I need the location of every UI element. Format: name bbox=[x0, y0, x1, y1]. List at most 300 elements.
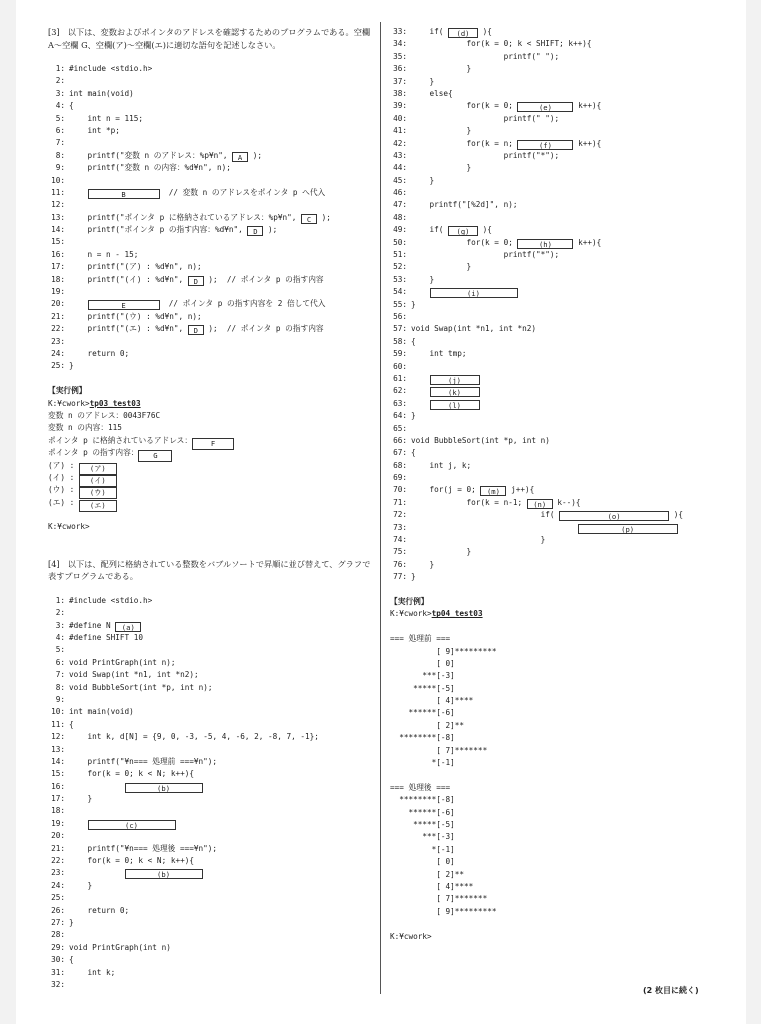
code-line bbox=[48, 595, 378, 607]
code-text: printf("(エ) : %d¥n", bbox=[69, 324, 188, 334]
right-column bbox=[390, 26, 730, 943]
code-line bbox=[48, 892, 378, 904]
code-line bbox=[48, 224, 378, 236]
output-text: (ア) : bbox=[48, 460, 79, 470]
code-line bbox=[48, 323, 378, 335]
line-number: 39: bbox=[393, 101, 407, 111]
line-number: 40: bbox=[393, 113, 407, 123]
code-line bbox=[48, 175, 378, 187]
code-text: ){ bbox=[478, 27, 492, 36]
line-number: 65: bbox=[393, 423, 407, 433]
line-number: 49: bbox=[393, 225, 407, 235]
line-number: 42: bbox=[393, 138, 407, 148]
line-number: 1: bbox=[55, 64, 65, 73]
code-text: if( bbox=[411, 225, 449, 235]
before-header: === 処理前 === bbox=[390, 634, 451, 644]
code-text: for(k = 0; bbox=[411, 237, 518, 247]
code-line bbox=[390, 311, 730, 323]
line-number: 37: bbox=[393, 76, 407, 86]
answer-blank[interactable]: (ウ) bbox=[79, 487, 117, 499]
code-line bbox=[48, 942, 378, 954]
code-text bbox=[411, 399, 430, 408]
line-number: 13: bbox=[51, 744, 65, 754]
graph-row: ******[-6] bbox=[390, 708, 455, 718]
graph-row: [ 9]********* bbox=[390, 646, 497, 656]
answer-blank[interactable]: C bbox=[301, 214, 317, 224]
line-number: 3: bbox=[55, 88, 65, 98]
code-line bbox=[390, 76, 730, 88]
question-3-code bbox=[48, 63, 378, 373]
code-text: void PrintGraph(int n); bbox=[69, 657, 176, 667]
answer-blank[interactable]: E bbox=[88, 300, 160, 310]
code-text: ); bbox=[316, 212, 331, 222]
run-command-line bbox=[48, 398, 378, 410]
code-line bbox=[390, 571, 730, 583]
code-line bbox=[390, 522, 730, 534]
line-number: 74: bbox=[393, 535, 407, 545]
left-column bbox=[48, 26, 378, 991]
line-number: 21: bbox=[51, 843, 65, 853]
code-line bbox=[48, 843, 378, 855]
graph-row: [ 7]******* bbox=[390, 745, 488, 755]
code-line bbox=[390, 100, 730, 112]
code-line bbox=[390, 187, 730, 199]
code-line bbox=[48, 669, 378, 681]
code-text bbox=[69, 299, 88, 308]
code-line bbox=[390, 299, 730, 311]
code-text: } bbox=[411, 64, 472, 74]
code-line bbox=[48, 274, 378, 286]
line-number: 12: bbox=[51, 732, 65, 742]
code-text: } bbox=[411, 175, 435, 185]
code-text: ); bbox=[263, 225, 278, 235]
code-text: for(k = 0; k < SHIFT; k++){ bbox=[411, 39, 592, 49]
line-number: 56: bbox=[393, 311, 407, 321]
answer-blank[interactable]: (イ) bbox=[79, 475, 117, 487]
code-line bbox=[48, 286, 378, 298]
output-line bbox=[48, 435, 378, 447]
code-text: printf("ポインタ p に格納されているアドレス：%p¥n", bbox=[69, 212, 301, 222]
line-number: 57: bbox=[393, 324, 407, 334]
graph-row: ***[-3] bbox=[390, 832, 455, 842]
code-line bbox=[390, 26, 730, 38]
answer-blank[interactable]: (h) bbox=[517, 239, 573, 249]
answer-blank[interactable]: G bbox=[138, 450, 172, 462]
code-line bbox=[390, 38, 730, 50]
line-number: 5: bbox=[55, 113, 65, 123]
line-number: 19: bbox=[51, 818, 65, 828]
line-number: 4: bbox=[55, 101, 65, 111]
code-text: #include <stdio.h> bbox=[69, 595, 153, 605]
line-number: 43: bbox=[393, 150, 407, 160]
line-number: 2: bbox=[55, 76, 65, 86]
answer-blank[interactable]: F bbox=[192, 438, 234, 450]
code-line bbox=[48, 781, 378, 793]
code-line bbox=[48, 261, 378, 273]
code-text: // 変数 n のアドレスをポインタ p へ代入 bbox=[159, 187, 326, 197]
column-divider bbox=[380, 22, 381, 994]
line-number: 7: bbox=[55, 138, 65, 148]
line-number: 29: bbox=[51, 942, 65, 952]
code-line bbox=[48, 719, 378, 731]
code-text: void PrintGraph(int n) bbox=[69, 942, 171, 952]
code-text: { bbox=[69, 101, 74, 111]
prompt: K:¥cwork> bbox=[48, 398, 90, 408]
code-line bbox=[390, 63, 730, 75]
code-line bbox=[48, 818, 378, 830]
code-line bbox=[48, 880, 378, 892]
code-text: { bbox=[69, 719, 74, 729]
line-number: 15: bbox=[51, 769, 65, 779]
code-text: k++){ bbox=[573, 138, 602, 148]
code-line bbox=[390, 286, 730, 298]
code-text: } bbox=[411, 411, 416, 421]
line-number: 30: bbox=[51, 955, 65, 965]
code-line bbox=[48, 917, 378, 929]
code-text: } bbox=[411, 572, 416, 582]
output-text: 変数 n の内容：115 bbox=[48, 423, 122, 433]
line-number: 69: bbox=[393, 473, 407, 483]
code-line bbox=[48, 979, 378, 991]
answer-blank[interactable]: (e) bbox=[517, 102, 573, 112]
answer-blank[interactable]: (a) bbox=[115, 622, 141, 632]
code-text: int k, d[N] = {9, 0, -3, -5, 4, -6, 2, -8, 7, -1}; bbox=[69, 732, 319, 742]
question-3-output bbox=[48, 410, 378, 509]
code-text: } bbox=[411, 274, 435, 284]
line-number: 10: bbox=[51, 175, 65, 185]
prompt: K:¥cwork> bbox=[390, 609, 432, 619]
code-text: } bbox=[69, 794, 93, 804]
code-line bbox=[48, 187, 378, 199]
line-number: 76: bbox=[393, 559, 407, 569]
line-number: 21: bbox=[51, 311, 65, 321]
code-line bbox=[48, 249, 378, 261]
graph-row: *****[-5] bbox=[390, 683, 455, 693]
line-number: 51: bbox=[393, 250, 407, 260]
code-text bbox=[411, 374, 430, 383]
code-line bbox=[390, 497, 730, 509]
code-line bbox=[390, 460, 730, 472]
run-example-label: 【実行例】 bbox=[48, 386, 87, 396]
line-number: 59: bbox=[393, 349, 407, 359]
answer-blank[interactable]: (b) bbox=[125, 783, 203, 793]
answer-blank[interactable]: D bbox=[188, 276, 204, 286]
line-number: 11: bbox=[51, 187, 65, 197]
line-number: 32: bbox=[51, 979, 65, 989]
answer-blank[interactable]: A bbox=[232, 152, 248, 162]
code-line bbox=[48, 125, 378, 137]
code-text: ); bbox=[248, 150, 262, 160]
code-line bbox=[48, 150, 378, 162]
code-text: void Swap(int *n1, int *n2); bbox=[69, 670, 199, 680]
run-example-label-2: 【実行例】 bbox=[390, 596, 429, 606]
line-number: 23: bbox=[51, 336, 65, 346]
output-line bbox=[48, 497, 378, 509]
graph-row: ***[-3] bbox=[390, 671, 455, 681]
line-number: 34: bbox=[393, 39, 407, 49]
continued-note: (2 枚目に続く) bbox=[643, 986, 699, 995]
code-text bbox=[69, 782, 125, 791]
code-line bbox=[48, 607, 378, 619]
code-text: printf("(イ) : %d¥n", bbox=[69, 274, 188, 284]
code-text: for(j = 0; bbox=[411, 485, 481, 495]
code-line bbox=[48, 137, 378, 149]
code-line bbox=[390, 410, 730, 422]
graph-row: *****[-5] bbox=[390, 820, 455, 829]
output-text: (ウ) : bbox=[48, 485, 79, 495]
line-number: 70: bbox=[393, 485, 407, 495]
line-number: 38: bbox=[393, 88, 407, 98]
code-text bbox=[69, 868, 125, 877]
line-number: 68: bbox=[393, 460, 407, 470]
code-line bbox=[48, 88, 378, 100]
line-number: 64: bbox=[393, 411, 407, 421]
code-line bbox=[390, 361, 730, 373]
line-number: 5: bbox=[55, 645, 65, 655]
line-number: 26: bbox=[51, 905, 65, 915]
line-number: 11: bbox=[51, 719, 65, 729]
code-text: // ポインタ p の指す内容を 2 倍して代入 bbox=[159, 299, 326, 309]
code-line bbox=[390, 261, 730, 273]
answer-blank[interactable]: (i) bbox=[430, 288, 518, 298]
line-number: 52: bbox=[393, 262, 407, 272]
code-line bbox=[48, 348, 378, 360]
answer-blank[interactable]: (g) bbox=[448, 226, 478, 236]
line-number: 23: bbox=[51, 868, 65, 878]
code-line bbox=[390, 224, 730, 236]
line-number: 77: bbox=[393, 572, 407, 582]
question-3-heading: [3] 以下は、変数およびポインタのアドレスを確認するためのプログラムである。空欄 A～空欄 G、空欄(ア)～空欄(エ)に適切な語句を記述しなさい。 bbox=[48, 27, 371, 50]
output-text: ポインタ p の指す内容： bbox=[48, 448, 139, 458]
code-text: j++){ bbox=[506, 485, 535, 495]
graph-row: [ 0] bbox=[390, 857, 455, 867]
line-number: 1: bbox=[55, 595, 65, 605]
code-text: printf("*"); bbox=[411, 250, 560, 260]
code-line bbox=[48, 929, 378, 941]
line-number: 54: bbox=[393, 287, 407, 297]
graph-row: *[-1] bbox=[390, 758, 455, 768]
line-number: 66: bbox=[393, 435, 407, 445]
code-line bbox=[48, 336, 378, 348]
code-text: } bbox=[411, 559, 435, 569]
line-number: 16: bbox=[51, 781, 65, 791]
code-text: printf("ポインタ p の指す内容：%d¥n", bbox=[69, 225, 248, 235]
before-graph bbox=[390, 646, 730, 770]
code-text: printf("(ア) : %d¥n", n); bbox=[69, 262, 202, 272]
code-text: } bbox=[411, 547, 472, 557]
code-line bbox=[48, 360, 378, 372]
code-text: printf("[%2d]", n); bbox=[411, 200, 518, 210]
code-text: n = n - 15; bbox=[69, 249, 139, 259]
code-text: int n = 115; bbox=[69, 113, 144, 123]
answer-blank[interactable]: B bbox=[88, 189, 160, 199]
code-text: for(k = 0; k < N; k++){ bbox=[69, 769, 194, 779]
after-header: === 処理後 === bbox=[390, 782, 451, 792]
code-text: } bbox=[411, 126, 472, 136]
code-line bbox=[390, 534, 730, 546]
output-line bbox=[48, 484, 378, 496]
output-line bbox=[48, 410, 378, 422]
graph-row: [ 2]** bbox=[390, 869, 465, 879]
code-line bbox=[48, 768, 378, 780]
code-text: for(k = n; bbox=[411, 138, 518, 148]
command: tp03_test03 bbox=[89, 398, 141, 408]
line-number: 22: bbox=[51, 324, 65, 334]
line-number: 36: bbox=[393, 64, 407, 74]
line-number: 9: bbox=[55, 163, 65, 173]
code-line bbox=[390, 435, 730, 447]
line-number: 4: bbox=[55, 633, 65, 643]
code-text: } bbox=[69, 361, 74, 371]
line-number: 60: bbox=[393, 361, 407, 371]
code-text: } bbox=[411, 262, 472, 272]
line-number: 53: bbox=[393, 274, 407, 284]
line-number: 24: bbox=[51, 880, 65, 890]
graph-row: [ 2]** bbox=[390, 720, 465, 730]
line-number: 16: bbox=[51, 249, 65, 259]
graph-row: ******[-6] bbox=[390, 807, 455, 817]
line-number: 2: bbox=[55, 608, 65, 618]
code-line bbox=[390, 423, 730, 435]
answer-blank[interactable]: (c) bbox=[88, 820, 176, 830]
output-text: (エ) : bbox=[48, 497, 79, 507]
code-text: printf(" "); bbox=[411, 51, 560, 61]
code-text: void Swap(int *n1, int *n2) bbox=[411, 324, 536, 334]
code-line bbox=[48, 100, 378, 112]
line-number: 73: bbox=[393, 522, 407, 532]
line-number: 58: bbox=[393, 336, 407, 346]
code-line bbox=[48, 682, 378, 694]
answer-blank[interactable]: D bbox=[247, 226, 263, 236]
code-text: } bbox=[411, 535, 546, 545]
line-number: 20: bbox=[51, 299, 65, 309]
line-number: 18: bbox=[51, 806, 65, 816]
code-line bbox=[390, 447, 730, 459]
line-number: 14: bbox=[51, 225, 65, 235]
answer-blank[interactable]: (f) bbox=[517, 140, 573, 150]
code-line bbox=[390, 398, 730, 410]
code-line bbox=[48, 756, 378, 768]
answer-blank[interactable]: (m) bbox=[480, 486, 506, 496]
code-text: for(k = 0; bbox=[411, 101, 518, 111]
code-text bbox=[411, 386, 430, 395]
answer-blank[interactable]: (n) bbox=[527, 499, 553, 509]
line-number: 22: bbox=[51, 856, 65, 866]
answer-blank[interactable]: (ア) bbox=[79, 463, 117, 475]
line-number: 33: bbox=[393, 27, 407, 36]
code-line bbox=[390, 237, 730, 249]
code-line bbox=[48, 620, 378, 632]
code-line bbox=[48, 63, 378, 75]
code-line bbox=[390, 113, 730, 125]
code-text: printf("¥n=== 処理前 ===¥n"); bbox=[69, 756, 218, 766]
run-command-line-2 bbox=[390, 608, 730, 620]
code-text: printf("*"); bbox=[411, 150, 560, 160]
command: tp04_test03 bbox=[431, 609, 483, 619]
line-number: 25: bbox=[51, 361, 65, 371]
code-line bbox=[390, 559, 730, 571]
output-text: (イ) : bbox=[48, 472, 79, 482]
output-line bbox=[48, 422, 378, 434]
code-text: } bbox=[411, 299, 416, 309]
code-line bbox=[48, 830, 378, 842]
line-number: 44: bbox=[393, 163, 407, 173]
code-line bbox=[390, 373, 730, 385]
line-number: 62: bbox=[393, 386, 407, 396]
after-graph bbox=[390, 794, 730, 918]
line-number: 48: bbox=[393, 212, 407, 222]
answer-blank[interactable]: (b) bbox=[125, 869, 203, 879]
code-text: printf(" "); bbox=[411, 113, 560, 123]
code-text: return 0; bbox=[69, 905, 130, 915]
answer-blank[interactable]: (j) bbox=[430, 375, 480, 385]
line-number: 8: bbox=[55, 682, 65, 692]
answer-blank[interactable]: (p) bbox=[578, 524, 678, 534]
code-text: ){ bbox=[478, 225, 492, 235]
graph-row: [ 9]********* bbox=[390, 906, 497, 916]
line-number: 15: bbox=[51, 237, 65, 247]
line-number: 8: bbox=[55, 150, 65, 160]
code-line bbox=[48, 905, 378, 917]
code-text: void BubbleSort(int *p, int n) bbox=[411, 435, 550, 445]
answer-blank[interactable]: D bbox=[188, 325, 204, 335]
code-text: } bbox=[69, 880, 93, 890]
answer-blank[interactable]: (l) bbox=[430, 400, 480, 410]
code-text: int k; bbox=[69, 967, 116, 977]
code-line bbox=[48, 644, 378, 656]
code-line bbox=[390, 199, 730, 211]
code-line bbox=[48, 855, 378, 867]
graph-row: [ 4]**** bbox=[390, 881, 474, 891]
code-text: if( bbox=[411, 27, 449, 36]
answer-blank[interactable]: (エ) bbox=[79, 500, 117, 512]
answer-blank[interactable]: (d) bbox=[448, 28, 478, 38]
end-prompt: K:¥cwork> bbox=[48, 522, 90, 532]
line-number: 75: bbox=[393, 547, 407, 557]
code-line bbox=[390, 150, 730, 162]
code-line bbox=[390, 546, 730, 558]
code-text bbox=[411, 523, 578, 532]
code-text: } bbox=[411, 76, 435, 86]
question-4-code-left bbox=[48, 595, 378, 992]
line-number: 10: bbox=[51, 707, 65, 717]
line-number: 55: bbox=[393, 299, 407, 309]
end-prompt-2: K:¥cwork> bbox=[390, 931, 432, 941]
line-number: 25: bbox=[51, 893, 65, 903]
line-number: 3: bbox=[55, 620, 65, 630]
line-number: 14: bbox=[51, 756, 65, 766]
line-number: 67: bbox=[393, 448, 407, 458]
line-number: 46: bbox=[393, 188, 407, 198]
graph-row: ********[-8] bbox=[390, 795, 455, 805]
code-line bbox=[48, 162, 378, 174]
line-number: 20: bbox=[51, 831, 65, 841]
graph-row: ********[-8] bbox=[390, 733, 455, 743]
code-text: { bbox=[69, 955, 74, 965]
code-line bbox=[390, 249, 730, 261]
answer-blank[interactable]: (o) bbox=[559, 511, 669, 521]
code-line bbox=[390, 385, 730, 397]
code-text: { bbox=[411, 336, 416, 346]
code-line bbox=[390, 274, 730, 286]
code-line bbox=[390, 51, 730, 63]
answer-blank[interactable]: (k) bbox=[430, 387, 480, 397]
code-text: return 0; bbox=[69, 348, 130, 358]
code-text: printf("¥n=== 処理後 ===¥n"); bbox=[69, 843, 218, 853]
line-number: 28: bbox=[51, 930, 65, 940]
code-line bbox=[390, 138, 730, 150]
exam-page bbox=[16, 0, 746, 1024]
